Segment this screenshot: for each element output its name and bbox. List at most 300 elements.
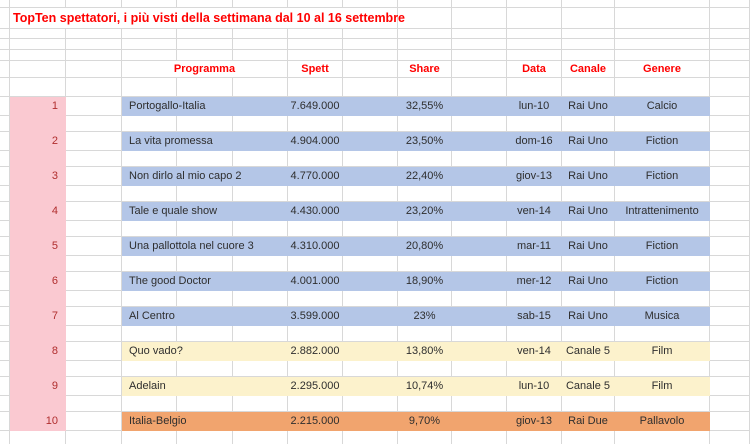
- cell-data[interactable]: giov-13: [507, 167, 562, 186]
- spacer-row: [0, 116, 750, 132]
- table-row: [0, 132, 750, 151]
- cell-spett[interactable]: 3.599.000: [288, 307, 343, 326]
- cell-canale[interactable]: Canale 5: [562, 377, 615, 396]
- cell: [398, 431, 452, 444]
- cell: [615, 29, 710, 39]
- cell-share[interactable]: 23,50%: [398, 132, 452, 151]
- cell: [10, 78, 66, 97]
- cell: [0, 29, 10, 39]
- row-number-spacer-cell: [10, 361, 66, 377]
- cell: [288, 186, 343, 202]
- cell-spett[interactable]: 4.001.000: [288, 272, 343, 291]
- row-number-spacer-cell: [10, 396, 66, 412]
- cell-canale[interactable]: Rai Uno: [562, 202, 615, 221]
- cell-data[interactable]: lun-10: [507, 377, 562, 396]
- cell-share[interactable]: 9,70%: [398, 412, 452, 431]
- cell: [710, 221, 750, 237]
- cell: [66, 361, 122, 377]
- cell: [177, 116, 233, 132]
- cell-programma[interactable]: Portogallo-Italia: [122, 97, 288, 116]
- cell-data[interactable]: lun-10: [507, 97, 562, 116]
- cell: [398, 39, 452, 50]
- row-number-spacer-cell: [10, 221, 66, 237]
- cell: [0, 237, 10, 256]
- cell-genere[interactable]: Pallavolo: [615, 412, 710, 431]
- cell: [507, 326, 562, 342]
- cell: [66, 132, 122, 151]
- cell: [0, 167, 10, 186]
- cell: [66, 202, 122, 221]
- cell: [0, 256, 10, 272]
- cell-spett[interactable]: 4.770.000: [288, 167, 343, 186]
- cell: [343, 412, 398, 431]
- cell: [177, 221, 233, 237]
- header-row: [0, 61, 750, 78]
- row-number-cell[interactable]: 2: [10, 132, 66, 151]
- cell: [615, 78, 710, 97]
- cell: [710, 132, 750, 151]
- empty-row: [0, 50, 750, 61]
- cell-canale[interactable]: Rai Uno: [562, 307, 615, 326]
- cell: [177, 50, 233, 61]
- spacer-row: [0, 431, 750, 444]
- cell: [0, 0, 10, 8]
- cell: [452, 377, 507, 396]
- cell: [343, 50, 398, 61]
- cell: [615, 221, 710, 237]
- cell: [507, 50, 562, 61]
- table-row: [0, 202, 750, 221]
- cell-share[interactable]: 32,55%: [398, 97, 452, 116]
- cell: [507, 186, 562, 202]
- cell: [177, 39, 233, 50]
- cell: [452, 361, 507, 377]
- cell: [562, 8, 615, 29]
- cell-spett[interactable]: 2.882.000: [288, 342, 343, 361]
- cell: [66, 116, 122, 132]
- cell-genere[interactable]: Musica: [615, 307, 710, 326]
- cell: [66, 342, 122, 361]
- cell: [0, 431, 10, 444]
- row-number-spacer-cell: [10, 256, 66, 272]
- cell: [343, 116, 398, 132]
- row-number-cell[interactable]: 1: [10, 97, 66, 116]
- cell-programma[interactable]: The good Doctor: [122, 272, 288, 291]
- cell: [562, 396, 615, 412]
- cell: [615, 326, 710, 342]
- cell: [177, 29, 233, 39]
- table-row: [0, 167, 750, 186]
- row-number-cell[interactable]: 3: [10, 167, 66, 186]
- sheet-title-cell[interactable]: [10, 8, 406, 29]
- cell-spett[interactable]: 4.904.000: [288, 132, 343, 151]
- row-number-spacer-cell: [10, 326, 66, 342]
- cell-data[interactable]: dom-16: [507, 132, 562, 151]
- cell: [66, 307, 122, 326]
- cell: [615, 8, 710, 29]
- row-number-cell[interactable]: 9: [10, 377, 66, 396]
- cell-canale[interactable]: Rai Uno: [562, 132, 615, 151]
- cell: [0, 307, 10, 326]
- cell: [710, 326, 750, 342]
- header-share[interactable]: Share: [398, 61, 452, 78]
- header-programma[interactable]: Programma: [122, 61, 288, 78]
- cell: [452, 78, 507, 97]
- cell: [122, 50, 177, 61]
- cell: [66, 291, 122, 307]
- cell: [122, 186, 177, 202]
- cell-programma[interactable]: Adelain: [122, 377, 288, 396]
- row-number-cell[interactable]: 10: [10, 412, 66, 431]
- cell-spett[interactable]: 2.215.000: [288, 412, 343, 431]
- cell-share[interactable]: 23%: [398, 307, 452, 326]
- cell: [343, 396, 398, 412]
- spacer-row: [0, 221, 750, 237]
- cell-spett[interactable]: 4.310.000: [288, 237, 343, 256]
- table-row: [0, 307, 750, 326]
- cell: [615, 396, 710, 412]
- cell: [177, 361, 233, 377]
- cell: [0, 97, 10, 116]
- cell: [452, 291, 507, 307]
- cell: [710, 237, 750, 256]
- cell: [343, 61, 398, 78]
- cell-genere[interactable]: Intrattenimento: [615, 202, 710, 221]
- cell: [288, 431, 343, 444]
- cell: [288, 151, 343, 167]
- cell-share[interactable]: 13,80%: [398, 342, 452, 361]
- cell: [177, 151, 233, 167]
- cell-canale[interactable]: Rai Uno: [562, 237, 615, 256]
- cell: [122, 326, 177, 342]
- cell-programma[interactable]: Italia-Belgio: [122, 412, 288, 431]
- cell: [452, 39, 507, 50]
- cell-canale[interactable]: Rai Due: [562, 412, 615, 431]
- cell-programma[interactable]: Una pallottola nel cuore 3: [122, 237, 288, 256]
- cell: [66, 326, 122, 342]
- cell: [0, 291, 10, 307]
- table-row: [0, 377, 750, 396]
- cell-spett[interactable]: 7.649.000: [288, 97, 343, 116]
- cell: [398, 29, 452, 39]
- cell: [343, 167, 398, 186]
- cell-canale[interactable]: Canale 5: [562, 342, 615, 361]
- cell: [343, 202, 398, 221]
- cell: [562, 186, 615, 202]
- cell: [398, 50, 452, 61]
- cell: [66, 412, 122, 431]
- sheet-title: TopTen spettatori, i più visti della settimana dal 10 al 16 settembre: [13, 11, 406, 25]
- cell: [452, 202, 507, 221]
- cell: [288, 116, 343, 132]
- cell: [710, 39, 750, 50]
- cell: [710, 272, 750, 291]
- cell: [233, 291, 288, 307]
- cell: [66, 256, 122, 272]
- cell: [562, 78, 615, 97]
- cell: [343, 39, 398, 50]
- cell: [177, 256, 233, 272]
- row-number-cell[interactable]: 7: [10, 307, 66, 326]
- cell-canale[interactable]: Rai Uno: [562, 167, 615, 186]
- table-row: [0, 97, 750, 116]
- cell: [66, 431, 122, 444]
- cell: [452, 0, 507, 8]
- cell: [288, 361, 343, 377]
- empty-row: [0, 78, 750, 97]
- cell: [710, 116, 750, 132]
- cell-data[interactable]: sab-15: [507, 307, 562, 326]
- cell: [710, 377, 750, 396]
- cell: [452, 151, 507, 167]
- cell: [0, 377, 10, 396]
- cell: [233, 326, 288, 342]
- cell: [452, 167, 507, 186]
- cell-canale[interactable]: Rai Uno: [562, 97, 615, 116]
- cell: [452, 221, 507, 237]
- cell: [343, 326, 398, 342]
- cell-share[interactable]: 23,20%: [398, 202, 452, 221]
- empty-row: [0, 29, 750, 39]
- cell: [343, 272, 398, 291]
- cell: [288, 50, 343, 61]
- cell: [122, 396, 177, 412]
- cell: [507, 39, 562, 50]
- cell: [288, 0, 343, 8]
- cell: [177, 431, 233, 444]
- cell: [615, 256, 710, 272]
- cell: [66, 186, 122, 202]
- cell: [398, 78, 452, 97]
- cell: [0, 116, 10, 132]
- header-data[interactable]: Data: [507, 61, 562, 78]
- cell: [615, 186, 710, 202]
- cell: [0, 61, 10, 78]
- cell: [343, 97, 398, 116]
- cell: [66, 167, 122, 186]
- cell: [0, 326, 10, 342]
- cell: [343, 132, 398, 151]
- cell: [288, 221, 343, 237]
- cell: [288, 29, 343, 39]
- cell: [452, 342, 507, 361]
- cell: [66, 61, 122, 78]
- cell: [66, 221, 122, 237]
- cell: [398, 256, 452, 272]
- cell: [0, 186, 10, 202]
- cell: [233, 29, 288, 39]
- spacer-row: [0, 151, 750, 167]
- cell: [562, 116, 615, 132]
- cell: [66, 151, 122, 167]
- cell: [177, 186, 233, 202]
- cell-programma[interactable]: Non dirlo al mio capo 2: [122, 167, 288, 186]
- empty-row: [0, 0, 750, 8]
- cell: [177, 78, 233, 97]
- row-number-spacer-cell: [10, 291, 66, 307]
- cell: [122, 291, 177, 307]
- cell: [0, 8, 10, 29]
- cell-spett[interactable]: 4.430.000: [288, 202, 343, 221]
- cell: [66, 396, 122, 412]
- cell: [710, 0, 750, 8]
- cell: [507, 8, 562, 29]
- cell: [288, 39, 343, 50]
- cell-genere[interactable]: Film: [615, 377, 710, 396]
- cell: [398, 291, 452, 307]
- cell-canale[interactable]: Rai Uno: [562, 272, 615, 291]
- cell-share[interactable]: 10,74%: [398, 377, 452, 396]
- cell-genere[interactable]: Fiction: [615, 237, 710, 256]
- header-genere[interactable]: Genere: [615, 61, 710, 78]
- cell: [710, 29, 750, 39]
- cell-data[interactable]: giov-13: [507, 412, 562, 431]
- cell: [452, 237, 507, 256]
- cell: [233, 78, 288, 97]
- cell-programma[interactable]: Quo vado?: [122, 342, 288, 361]
- cell-programma[interactable]: La vita promessa: [122, 132, 288, 151]
- cell: [507, 116, 562, 132]
- cell-data[interactable]: mar-11: [507, 237, 562, 256]
- cell: [122, 151, 177, 167]
- cell: [0, 50, 10, 61]
- cell: [710, 97, 750, 116]
- cell: [233, 151, 288, 167]
- cell: [710, 61, 750, 78]
- cell: [615, 116, 710, 132]
- cell: [615, 151, 710, 167]
- cell: [398, 151, 452, 167]
- cell-share[interactable]: 20,80%: [398, 237, 452, 256]
- cell-programma[interactable]: Tale e quale show: [122, 202, 288, 221]
- cell: [66, 237, 122, 256]
- cell: [398, 326, 452, 342]
- cell: [507, 291, 562, 307]
- cell: [452, 431, 507, 444]
- cell: [177, 396, 233, 412]
- cell: [233, 361, 288, 377]
- cell: [0, 412, 10, 431]
- cell-data[interactable]: mer-12: [507, 272, 562, 291]
- cell: [562, 256, 615, 272]
- table-row: [0, 412, 750, 431]
- cell: [452, 272, 507, 291]
- cell-data[interactable]: ven-14: [507, 342, 562, 361]
- row-number-cell[interactable]: 4: [10, 202, 66, 221]
- cell: [0, 202, 10, 221]
- cell-genere[interactable]: Fiction: [615, 272, 710, 291]
- cell: [0, 39, 10, 50]
- cell: [398, 116, 452, 132]
- header-canale[interactable]: Canale: [562, 61, 615, 78]
- cell-spett[interactable]: 2.295.000: [288, 377, 343, 396]
- cell: [398, 8, 452, 29]
- cell-genere[interactable]: Fiction: [615, 132, 710, 151]
- cell: [343, 361, 398, 377]
- cell-share[interactable]: 18,90%: [398, 272, 452, 291]
- cell: [562, 29, 615, 39]
- cell: [710, 186, 750, 202]
- cell: [507, 0, 562, 8]
- cell: [233, 39, 288, 50]
- cell: [288, 78, 343, 97]
- cell: [452, 29, 507, 39]
- cell: [66, 50, 122, 61]
- cell: [10, 431, 66, 444]
- cell: [343, 237, 398, 256]
- cell: [66, 0, 122, 8]
- cell-genere[interactable]: Fiction: [615, 167, 710, 186]
- cell: [710, 151, 750, 167]
- cell: [710, 431, 750, 444]
- cell: [562, 361, 615, 377]
- cell: [343, 78, 398, 97]
- cell: [710, 78, 750, 97]
- cell: [122, 0, 177, 8]
- cell: [507, 221, 562, 237]
- cell: [507, 256, 562, 272]
- cell: [233, 116, 288, 132]
- cell: [710, 291, 750, 307]
- cell-programma[interactable]: Al Centro: [122, 307, 288, 326]
- cell: [398, 186, 452, 202]
- cell: [0, 78, 10, 97]
- cell: [66, 377, 122, 396]
- cell-genere[interactable]: Film: [615, 342, 710, 361]
- cell: [452, 132, 507, 151]
- row-number-cell[interactable]: 6: [10, 272, 66, 291]
- cell: [452, 186, 507, 202]
- cell: [343, 342, 398, 361]
- cell: [710, 342, 750, 361]
- cell: [343, 256, 398, 272]
- row-number-cell[interactable]: 5: [10, 237, 66, 256]
- cell: [0, 272, 10, 291]
- empty-row: [0, 39, 750, 50]
- cell: [507, 29, 562, 39]
- cell: [615, 431, 710, 444]
- row-number-cell[interactable]: 8: [10, 342, 66, 361]
- cell: [177, 291, 233, 307]
- cell: [122, 39, 177, 50]
- cell: [507, 396, 562, 412]
- cell: [452, 50, 507, 61]
- header-spett[interactable]: Spett: [288, 61, 343, 78]
- cell: [122, 78, 177, 97]
- cell: [66, 97, 122, 116]
- cell-genere[interactable]: Calcio: [615, 97, 710, 116]
- cell: [288, 256, 343, 272]
- cell: [615, 0, 710, 8]
- cell: [562, 39, 615, 50]
- cell: [10, 39, 66, 50]
- cell: [710, 307, 750, 326]
- cell: [122, 29, 177, 39]
- cell-share[interactable]: 22,40%: [398, 167, 452, 186]
- cell-data[interactable]: ven-14: [507, 202, 562, 221]
- cell: [398, 0, 452, 8]
- cell: [710, 8, 750, 29]
- cell: [288, 396, 343, 412]
- cell: [343, 431, 398, 444]
- cell: [10, 0, 66, 8]
- spacer-row: [0, 256, 750, 272]
- cell: [66, 39, 122, 50]
- cell: [233, 221, 288, 237]
- cell: [0, 221, 10, 237]
- cell: [562, 221, 615, 237]
- cell: [343, 221, 398, 237]
